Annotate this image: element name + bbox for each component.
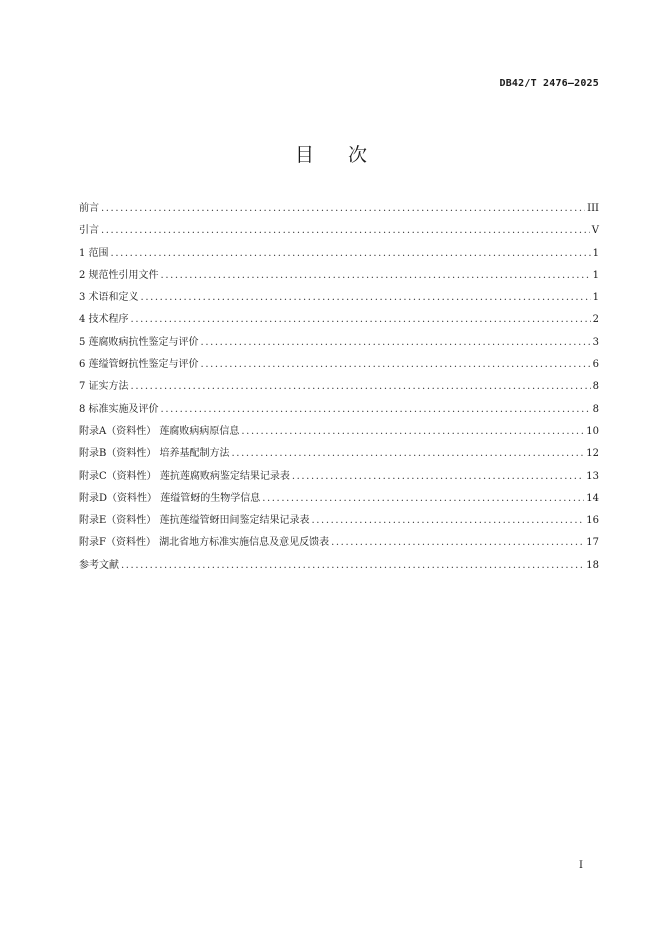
toc-entry-label: 附录E（资料性） 莲抗莲缢管蚜田间鉴定结果记录表 bbox=[79, 515, 310, 527]
toc-entry-page: 13 bbox=[586, 470, 599, 482]
toc-entry-page: III bbox=[587, 203, 599, 214]
toc-entry-label: 前言 bbox=[79, 203, 99, 214]
toc-entry-page: 6 bbox=[592, 359, 599, 371]
toc-dot-leader bbox=[101, 198, 585, 220]
toc-entry-label: 5 莲腐败病抗性鉴定与评价 bbox=[79, 336, 199, 348]
toc-list bbox=[79, 198, 599, 577]
toc-entry-technical-procedure[interactable] bbox=[79, 309, 599, 331]
toc-dot-leader bbox=[161, 265, 591, 287]
toc-dot-leader bbox=[232, 443, 585, 465]
toc-entry-page: 1 bbox=[592, 292, 599, 304]
toc-entry-label: 2 规范性引用文件 bbox=[79, 269, 159, 281]
toc-entry-page: 16 bbox=[586, 515, 599, 527]
toc-dot-leader bbox=[241, 421, 584, 443]
toc-entry-label: 3 术语和定义 bbox=[79, 292, 139, 304]
toc-entry-page: V bbox=[591, 225, 599, 237]
toc-entry-appendix-e[interactable] bbox=[79, 510, 599, 532]
toc-dot-leader bbox=[111, 243, 591, 265]
toc-dot-leader bbox=[121, 555, 584, 577]
toc-entry-introduction[interactable] bbox=[79, 220, 599, 242]
toc-dot-leader bbox=[131, 309, 591, 331]
toc-entry-label: 7 证实方法 bbox=[79, 381, 129, 393]
toc-entry-section-6[interactable] bbox=[79, 354, 599, 376]
toc-entry-appendix-f[interactable] bbox=[79, 532, 599, 554]
toc-entry-label: 附录B（资料性） 培养基配制方法 bbox=[79, 448, 230, 460]
toc-entry-normative-references[interactable] bbox=[79, 265, 599, 287]
toc-entry-label: 附录C（资料性） 莲抗莲腐败病鉴定结果记录表 bbox=[79, 470, 290, 482]
toc-entry-bibliography[interactable] bbox=[79, 555, 599, 577]
toc-entry-label: 附录A（资料性） 莲腐败病病原信息 bbox=[79, 425, 240, 437]
toc-entry-page: 1 bbox=[592, 269, 599, 281]
toc-entry-page: 14 bbox=[586, 492, 599, 504]
standard-code: DB42/T 2476—2025 bbox=[499, 78, 599, 89]
toc-entry-page: 10 bbox=[586, 425, 599, 437]
toc-entry-section-8[interactable] bbox=[79, 399, 599, 421]
toc-entry-scope[interactable] bbox=[79, 243, 599, 265]
toc-entry-page: 2 bbox=[592, 314, 599, 326]
toc-entry-label: 4 技术程序 bbox=[79, 314, 129, 326]
toc-entry-page: 12 bbox=[586, 448, 599, 460]
toc-dot-leader bbox=[131, 376, 591, 398]
toc-entry-appendix-b[interactable] bbox=[79, 443, 599, 465]
toc-entry-appendix-d[interactable] bbox=[79, 488, 599, 510]
toc-entry-section-7[interactable] bbox=[79, 376, 599, 398]
toc-entry-label: 附录F（资料性） 湖北省地方标准实施信息及意见反馈表 bbox=[79, 537, 330, 549]
toc-entry-section-5[interactable] bbox=[79, 332, 599, 354]
toc-entry-page: 8 bbox=[592, 403, 599, 415]
toc-entry-label: 附录D（资料性） 莲缢管蚜的生物学信息 bbox=[79, 492, 261, 504]
toc-dot-leader bbox=[101, 220, 590, 242]
toc-entry-page: 18 bbox=[586, 559, 599, 571]
toc-entry-page: 1 bbox=[592, 247, 599, 259]
toc-entry-label: 8 标准实施及评价 bbox=[79, 403, 159, 415]
toc-entry-label: 1 范围 bbox=[79, 247, 109, 259]
toc-dot-leader bbox=[201, 332, 591, 354]
toc-title: 目次 bbox=[294, 144, 401, 166]
toc-entry-page: 17 bbox=[586, 537, 599, 549]
toc-entry-foreword[interactable] bbox=[79, 198, 599, 220]
toc-entry-terms-definitions[interactable] bbox=[79, 287, 599, 309]
toc-entry-label: 引言 bbox=[79, 225, 99, 237]
toc-dot-leader bbox=[311, 510, 584, 532]
toc-entry-label: 6 莲缢管蚜抗性鉴定与评价 bbox=[79, 359, 199, 371]
toc-entry-appendix-a[interactable] bbox=[79, 421, 599, 443]
toc-entry-appendix-c[interactable] bbox=[79, 466, 599, 488]
toc-dot-leader bbox=[161, 399, 591, 421]
toc-dot-leader bbox=[201, 354, 591, 376]
toc-dot-leader bbox=[141, 287, 591, 309]
page-number: I bbox=[579, 860, 583, 871]
toc-dot-leader bbox=[331, 532, 584, 554]
toc-entry-page: 8 bbox=[592, 381, 599, 393]
toc-entry-page: 3 bbox=[592, 336, 599, 348]
toc-dot-leader bbox=[292, 466, 584, 488]
toc-entry-label: 参考文献 bbox=[79, 559, 119, 571]
toc-dot-leader bbox=[262, 488, 584, 510]
